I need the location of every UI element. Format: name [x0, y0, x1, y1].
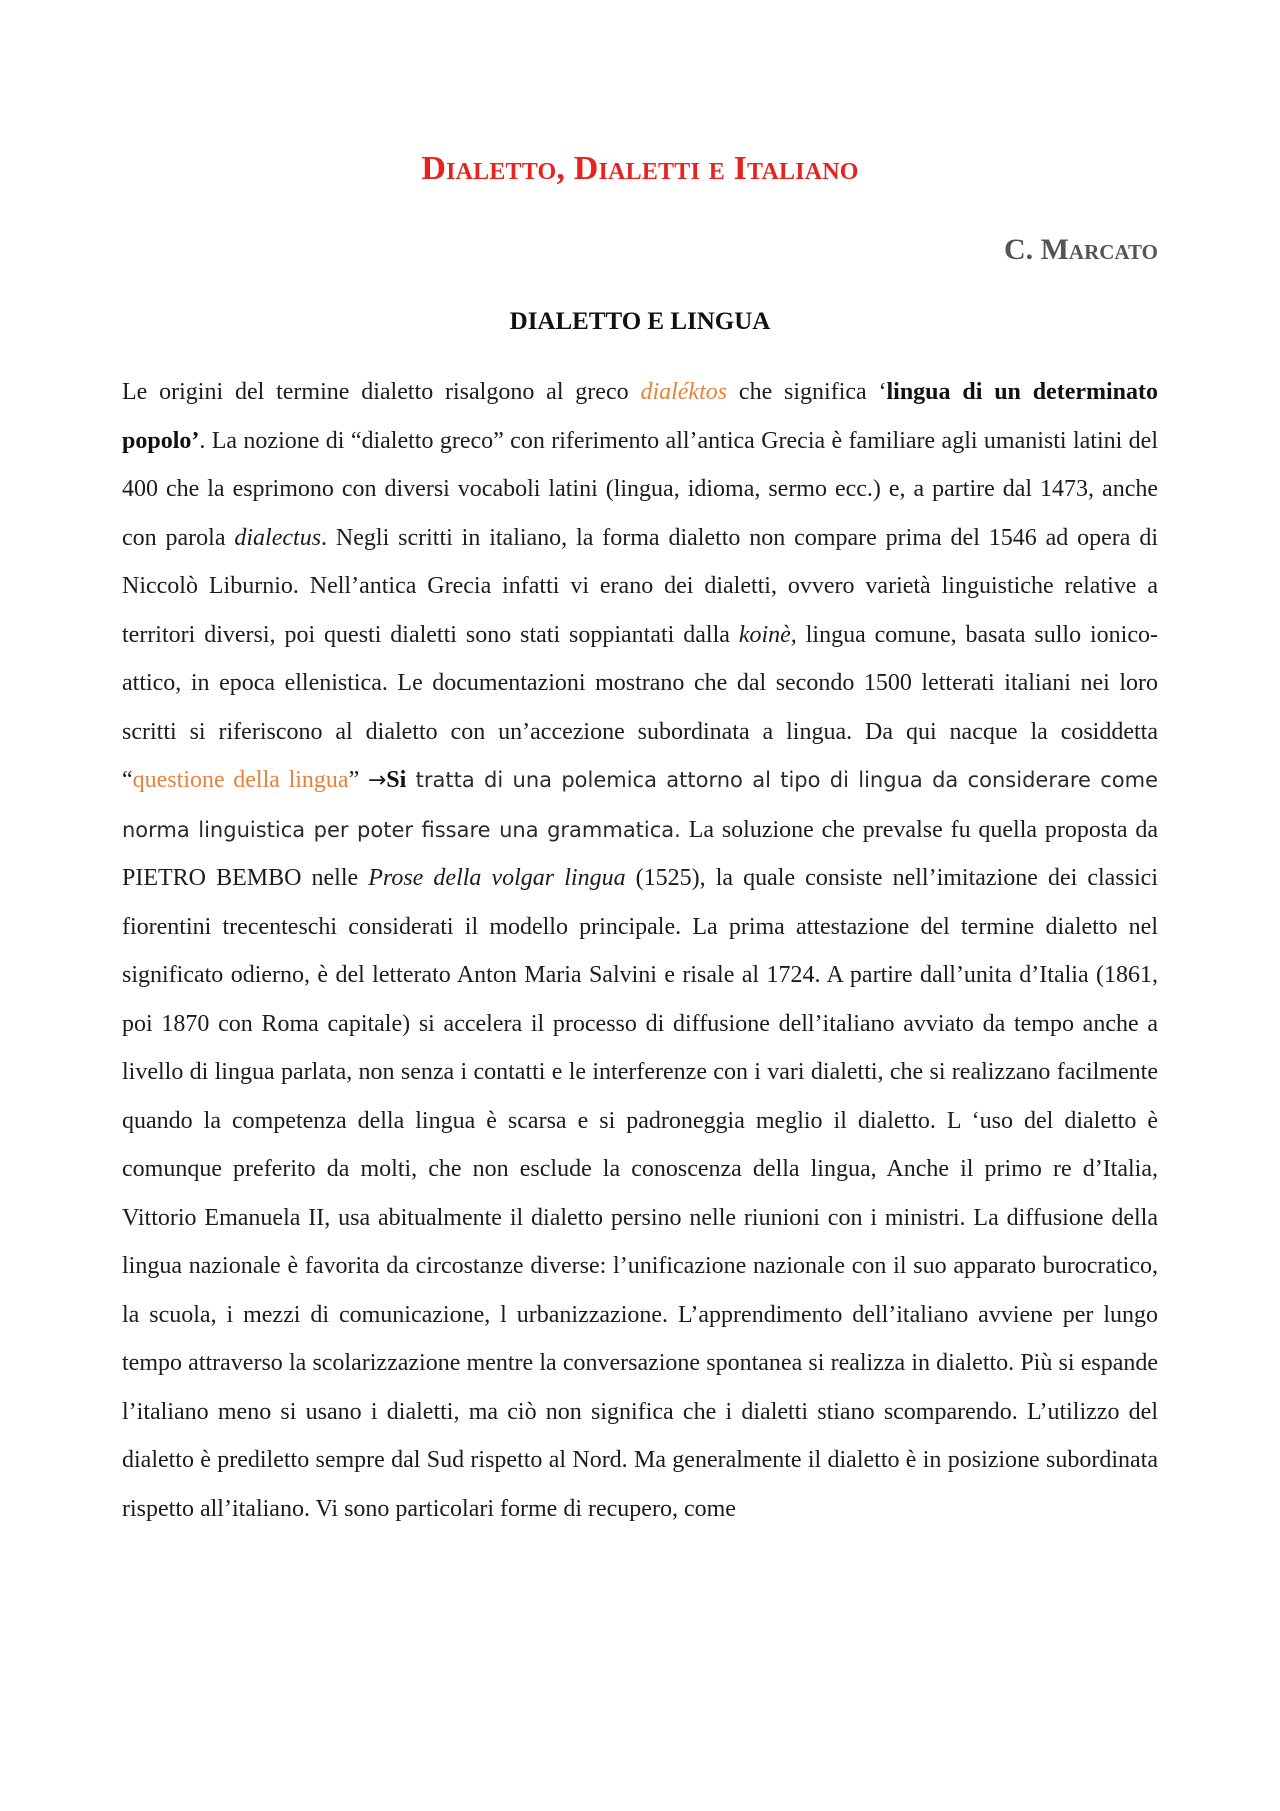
text-run: ”	[348, 767, 368, 793]
text-run: La soluzione che prevalse fu quella proposta da PIETRO BEMBO nelle	[122, 816, 1159, 891]
text-run: lingua comune, basata sullo ionico-attico, in epoca ellenistica. Le documentazioni mostrano che dal secondo 1500 letterati italiani nei loro scritti si riferiscono al dialetto con un’accezione subordinata a lingua. Da qui nacque la cosiddetta “	[122, 621, 1158, 793]
body-paragraph	[122, 368, 1158, 1533]
term-questione-della-lingua: questione della lingua	[132, 767, 349, 793]
term-dialectus: dialectus	[234, 524, 322, 551]
term-koine: koinè,	[738, 621, 797, 648]
document-author: C. Marcato	[1003, 233, 1158, 266]
text-run: . Negli scritti in italiano, la forma dialetto non compare prima del 1546 ad opera di Niccolò Liburnio. Nell’antica Grecia infatti vi erano dei dialetti, ovvero varietà linguistiche relative a territori diversi, poi questi dialetti sono stati soppiantati dalla	[122, 524, 1158, 648]
text-run: . La nozione di “dialetto greco” con riferimento all’antica Grecia è familiare agli umanisti latini del 400 che la esprimono con diversi vocaboli latini (lingua, idioma, sermo ecc.) e, a partire dal 1473, anche con parola	[122, 427, 1158, 551]
bold-meaning: lingua di un determinato popolo’	[122, 379, 1159, 454]
title-prose-della-volgar-lingua: Prose della volgar lingua	[368, 865, 626, 891]
text-run: (1525), la quale consiste nell’imitazione dei classici fiorentini trecenteschi considerati il modello principale. La prima attestazione del termine dialetto nel significato odierno, è del letterato Anton Maria Salvini e risale al 1724. A partire dall’unita d’Italia (1861, poi 1870 con Roma capitale) si accelera il processo di diffusione dell’italiano avviato da tempo anche a livello di lingua parlata, non senza i contatti e le interferenze con i vari dialetti, che si realizzano facilmente quando la competenza della lingua è scarsa e si padroneggia meglio il dialetto. L ‘uso del dialetto è comunque preferito da molti, che non esclude la conoscenza della lingua, Anche il primo re d’Italia, Vittorio Emanuela II, usa abitualmente il dialetto persino nelle riunioni con i ministri. La diffusione della lingua nazionale è favorita da circostanze diverse: l’unificazione nazionale con il suo apparato burocratico, la scuola, i mezzi di comunicazione, l urbanizzazione. L’apprendimento dell’italiano avviene per lungo tempo attraverso la scolarizzazione mentre la conversazione spontanea si realizza in dialetto. Più si espande l’italiano meno si usano i dialetti, ma ciò non significa che i dialetti stiano scomparendo. L’utilizzo del dialetto è prediletto sempre dal Sud rispetto al Nord. Ma generalmente il dialetto è in posizione subordinata rispetto all’italiano. Vi sono particolari forme di recupero, come	[122, 865, 1158, 1522]
sans-note: tratta di una polemica attorno al tipo di lingua da considerare come norma linguistica per poter fissare una grammatica.	[122, 768, 1159, 842]
term-dialektos: dialéktos	[640, 379, 728, 405]
text-run: che significa ‘	[727, 379, 887, 405]
bold-si: Si	[386, 767, 407, 793]
document-title: Dialetto, Dialetti e Italiano	[421, 150, 859, 187]
arrow-right-icon: →	[367, 768, 387, 793]
text-run: Le origini del termine dialetto risalgono al greco	[122, 379, 641, 405]
section-heading: DIALETTO E LINGUA	[509, 308, 771, 335]
